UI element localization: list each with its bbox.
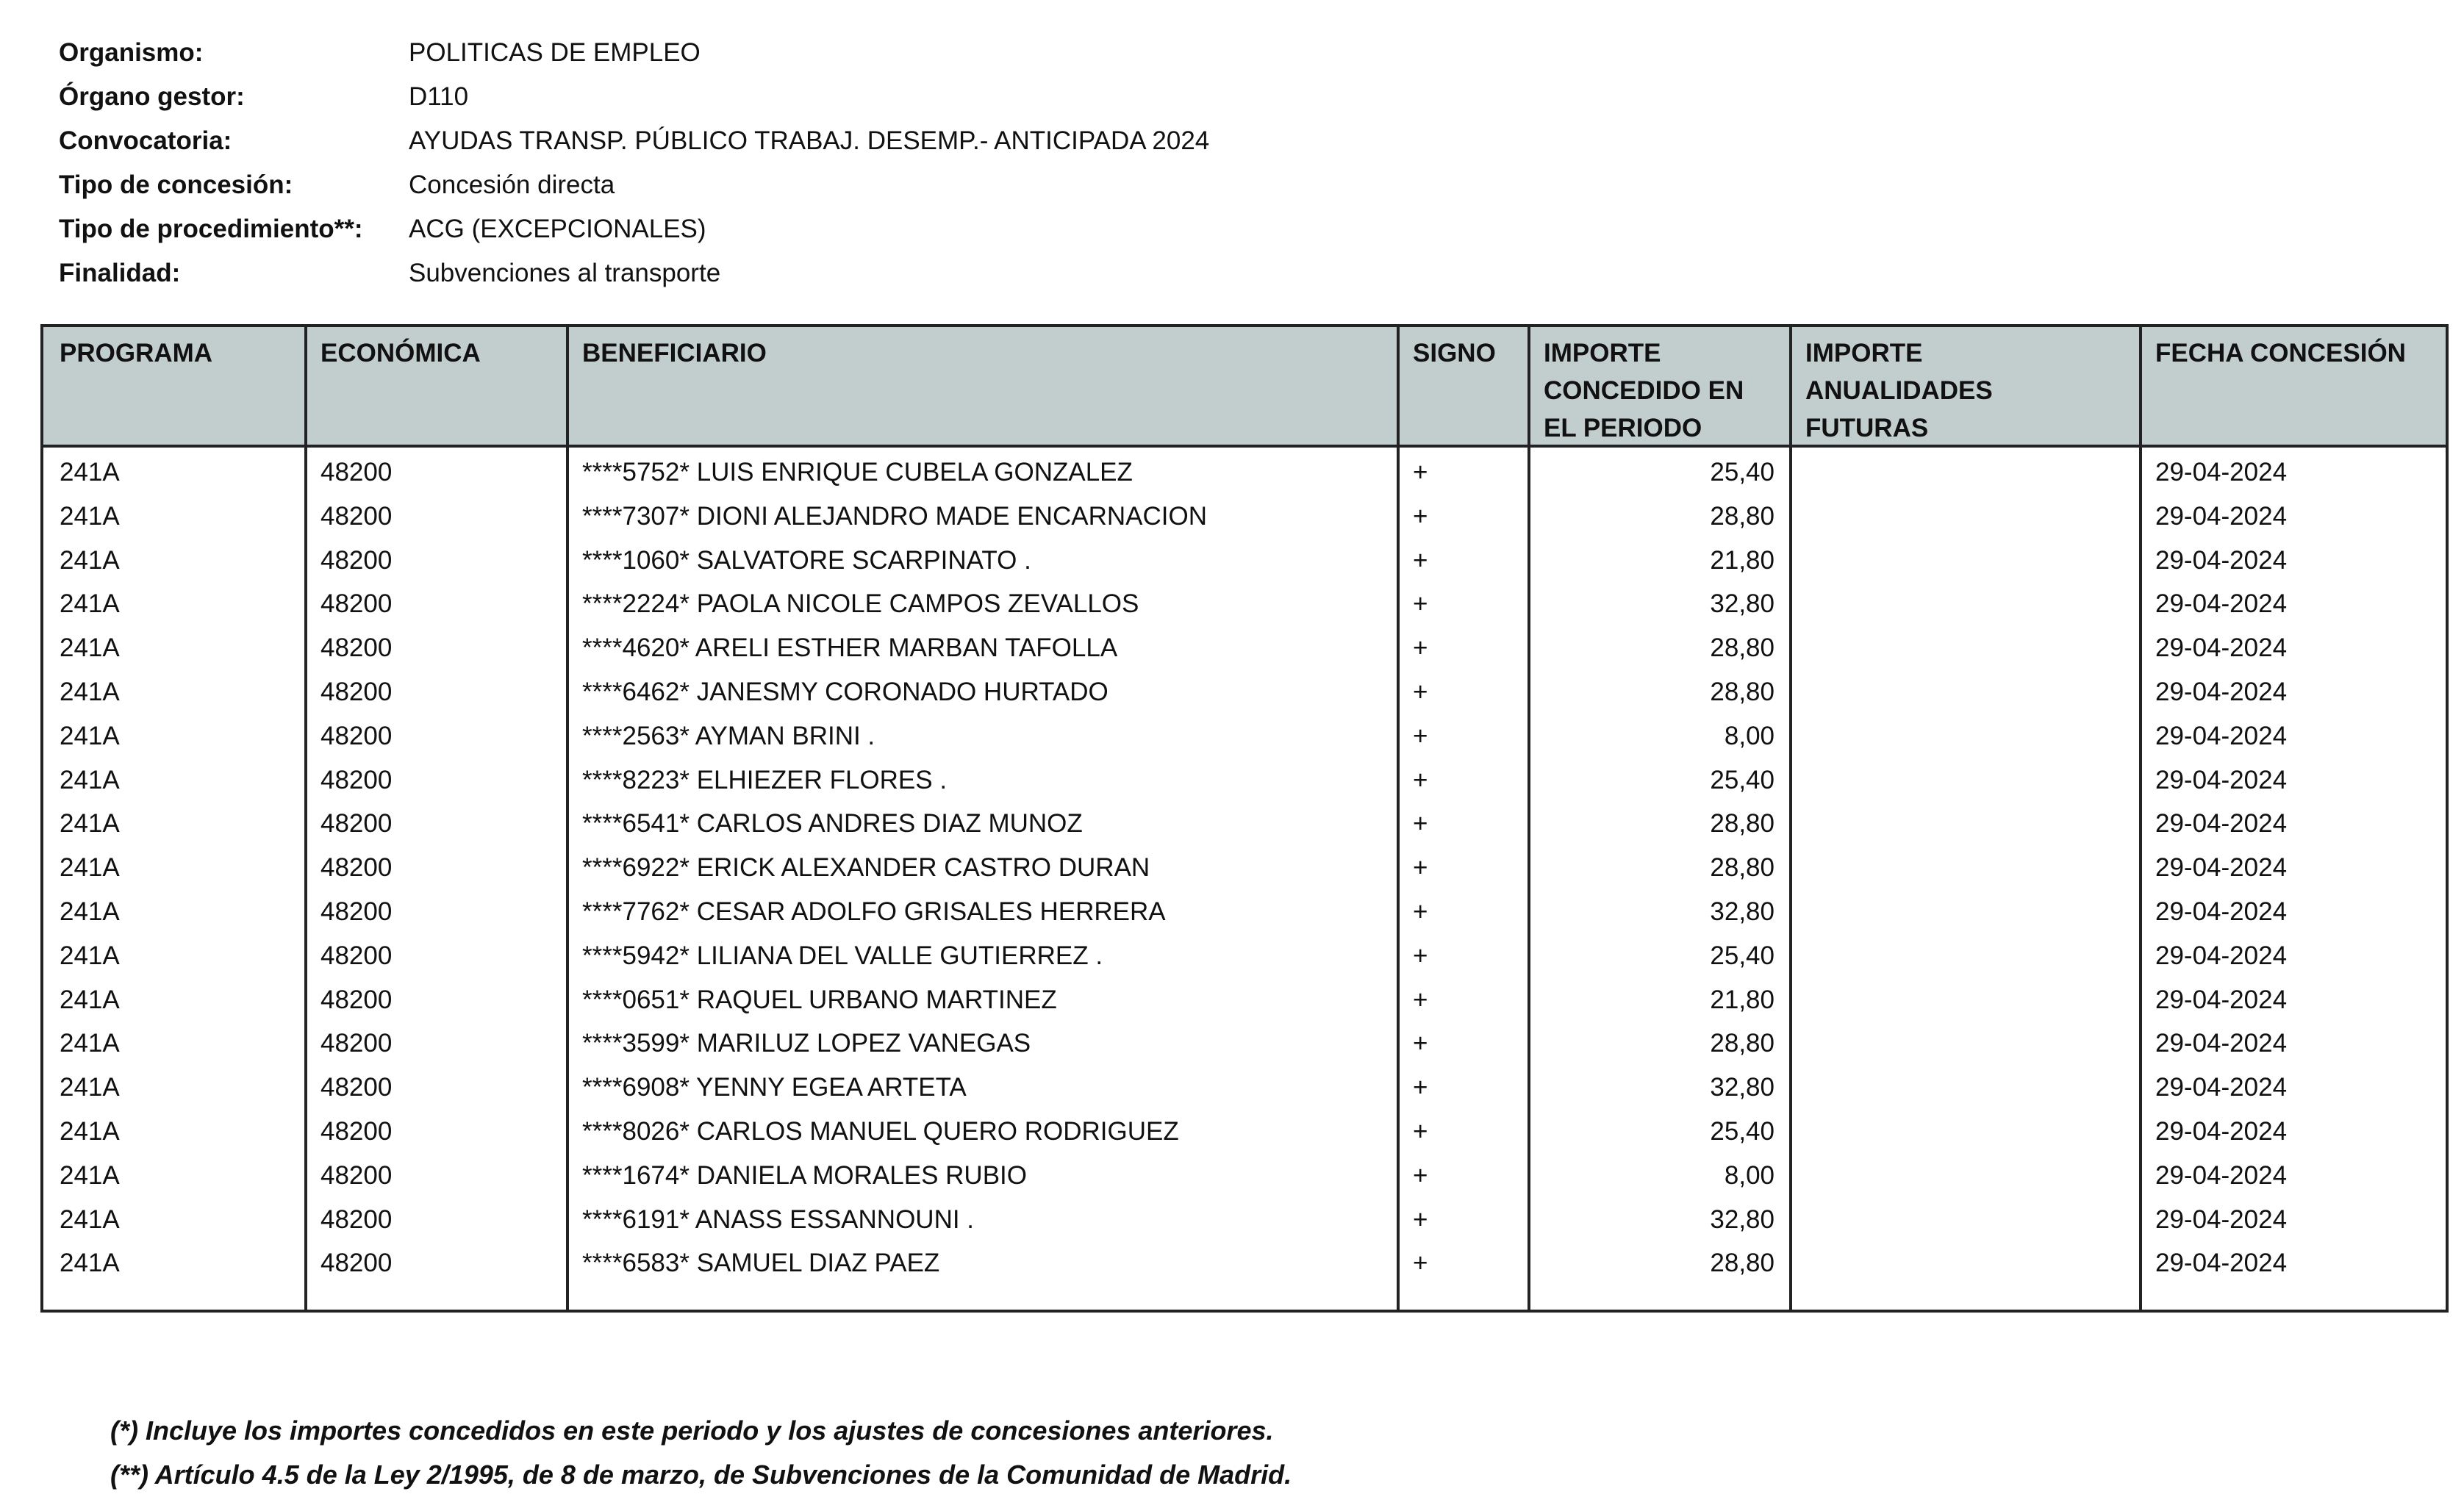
table-row	[43, 1022, 2446, 1066]
cell-anualidades	[1789, 539, 2139, 583]
cell-importe: 25,40	[1710, 458, 1774, 487]
cell-fecha: 29-04-2024	[2155, 589, 2288, 619]
meta-row	[59, 163, 1209, 207]
cell-programa: 241A	[60, 765, 120, 794]
cell-beneficiario: ****6462* JANESMY CORONADO HURTADO	[582, 677, 1109, 706]
cell-programa: 241A	[60, 1160, 120, 1190]
cell-signo: +	[1413, 1249, 1428, 1278]
cell-importe: 32,80	[1710, 1073, 1774, 1102]
table-row	[43, 978, 2446, 1022]
cell-beneficiario: ****6191* ANASS ESSANNOUNI .	[582, 1205, 975, 1234]
cell-signo: +	[1413, 721, 1428, 750]
cell-programa: 241A	[60, 853, 120, 883]
cell-anualidades	[1789, 495, 2139, 539]
cell-beneficiario: ****8026* CARLOS MANUEL QUERO RODRIGUEZ	[582, 1116, 1179, 1146]
cell-anualidades	[1789, 1022, 2139, 1066]
column-header-fecha: FECHA CONCESIÓN	[2155, 339, 2406, 367]
cell-programa: 241A	[60, 1029, 120, 1058]
cell-fecha: 29-04-2024	[2155, 1205, 2288, 1234]
cell-fecha: 29-04-2024	[2155, 721, 2288, 750]
table-row	[43, 1066, 2446, 1110]
table-row	[43, 539, 2446, 583]
cell-anualidades	[1789, 582, 2139, 626]
table-row	[43, 495, 2446, 539]
cell-importe: 28,80	[1710, 677, 1774, 706]
cell-importe: 8,00	[1724, 1160, 1774, 1190]
cell-fecha: 29-04-2024	[2155, 897, 2288, 926]
cell-fecha: 29-04-2024	[2155, 1116, 2288, 1146]
cell-fecha: 29-04-2024	[2155, 809, 2288, 839]
cell-anualidades	[1789, 978, 2139, 1022]
cell-programa: 241A	[60, 589, 120, 619]
cell-beneficiario: ****5942* LILIANA DEL VALLE GUTIERREZ .	[582, 941, 1103, 970]
cell-economica: 48200	[320, 1029, 393, 1058]
meta-label: Organismo:	[59, 38, 204, 67]
table-body	[43, 450, 2446, 1285]
cell-fecha: 29-04-2024	[2155, 765, 2288, 794]
cell-economica: 48200	[320, 677, 393, 706]
cell-anualidades	[1789, 626, 2139, 670]
cell-economica: 48200	[320, 501, 393, 531]
cell-programa: 241A	[60, 633, 120, 663]
cell-fecha: 29-04-2024	[2155, 1073, 2288, 1102]
cell-signo: +	[1413, 1029, 1428, 1058]
table-row	[43, 1110, 2446, 1154]
cell-importe: 25,40	[1710, 1116, 1774, 1146]
cell-beneficiario: ****2563* AYMAN BRINI .	[582, 721, 875, 750]
cell-importe: 32,80	[1710, 589, 1774, 619]
cell-economica: 48200	[320, 897, 393, 926]
table-row	[43, 626, 2446, 670]
table-row	[43, 1198, 2446, 1242]
cell-beneficiario: ****1674* DANIELA MORALES RUBIO	[582, 1160, 1027, 1190]
cell-programa: 241A	[60, 1073, 120, 1102]
cell-fecha: 29-04-2024	[2155, 633, 2288, 663]
cell-importe: 28,80	[1710, 853, 1774, 883]
cell-anualidades	[1789, 450, 2139, 495]
cell-anualidades	[1789, 846, 2139, 890]
cell-anualidades	[1789, 1110, 2139, 1154]
table-row	[43, 670, 2446, 714]
cell-signo: +	[1413, 897, 1428, 926]
cell-economica: 48200	[320, 941, 393, 970]
cell-beneficiario: ****0651* RAQUEL URBANO MARTINEZ	[582, 985, 1057, 1014]
cell-signo: +	[1413, 1160, 1428, 1190]
grants-table	[40, 324, 2449, 1313]
cell-fecha: 29-04-2024	[2155, 545, 2288, 575]
cell-fecha: 29-04-2024	[2155, 501, 2288, 531]
meta-value: D110	[409, 82, 469, 111]
cell-fecha: 29-04-2024	[2155, 985, 2288, 1014]
cell-fecha: 29-04-2024	[2155, 941, 2288, 970]
cell-anualidades	[1789, 890, 2139, 934]
cell-programa: 241A	[60, 809, 120, 839]
cell-programa: 241A	[60, 458, 120, 487]
cell-signo: +	[1413, 1116, 1428, 1146]
meta-value: Concesión directa	[409, 170, 615, 199]
table-row	[43, 714, 2446, 758]
meta-label: Tipo de procedimiento**:	[59, 215, 363, 243]
meta-label: Tipo de concesión:	[59, 170, 293, 199]
cell-importe: 28,80	[1710, 1029, 1774, 1058]
cell-programa: 241A	[60, 501, 120, 531]
cell-economica: 48200	[320, 853, 393, 883]
meta-row	[59, 31, 1209, 75]
cell-economica: 48200	[320, 1116, 393, 1146]
table-header	[43, 327, 2446, 448]
meta-row	[59, 119, 1209, 163]
cell-signo: +	[1413, 633, 1428, 663]
cell-beneficiario: ****6908* YENNY EGEA ARTETA	[582, 1073, 967, 1102]
cell-programa: 241A	[60, 1249, 120, 1278]
cell-importe: 28,80	[1710, 633, 1774, 663]
cell-economica: 48200	[320, 1205, 393, 1234]
column-header-importe: IMPORTE CONCEDIDO EN EL PERIODO	[1544, 339, 1744, 442]
cell-importe: 25,40	[1710, 765, 1774, 794]
cell-anualidades	[1789, 670, 2139, 714]
cell-programa: 241A	[60, 1116, 120, 1146]
meta-value: Subvenciones al transporte	[409, 259, 721, 287]
cell-anualidades	[1789, 714, 2139, 758]
meta-label: Finalidad:	[59, 259, 181, 287]
cell-importe: 28,80	[1710, 501, 1774, 531]
column-header-economica: ECONÓMICA	[320, 339, 481, 367]
cell-signo: +	[1413, 765, 1428, 794]
column-header-programa: PROGRAMA	[60, 339, 213, 367]
grant-metadata	[59, 31, 1209, 295]
cell-beneficiario: ****2224* PAOLA NICOLE CAMPOS ZEVALLOS	[582, 589, 1139, 619]
cell-signo: +	[1413, 589, 1428, 619]
cell-anualidades	[1789, 1154, 2139, 1198]
cell-anualidades	[1789, 1066, 2139, 1110]
cell-anualidades	[1789, 758, 2139, 803]
cell-economica: 48200	[320, 721, 393, 750]
cell-importe: 8,00	[1724, 721, 1774, 750]
cell-economica: 48200	[320, 985, 393, 1014]
cell-anualidades	[1789, 1241, 2139, 1285]
cell-programa: 241A	[60, 721, 120, 750]
cell-anualidades	[1789, 802, 2139, 846]
cell-signo: +	[1413, 853, 1428, 883]
cell-beneficiario: ****6541* CARLOS ANDRES DIAZ MUNOZ	[582, 809, 1083, 839]
cell-economica: 48200	[320, 589, 393, 619]
meta-row	[59, 207, 1209, 251]
cell-signo: +	[1413, 1073, 1428, 1102]
table-row	[43, 1241, 2446, 1285]
cell-economica: 48200	[320, 1249, 393, 1278]
cell-signo: +	[1413, 809, 1428, 839]
cell-signo: +	[1413, 545, 1428, 575]
table-row	[43, 450, 2446, 495]
cell-beneficiario: ****6922* ERICK ALEXANDER CASTRO DURAN	[582, 853, 1150, 883]
cell-economica: 48200	[320, 765, 393, 794]
meta-value: ACG (EXCEPCIONALES)	[409, 215, 706, 243]
cell-fecha: 29-04-2024	[2155, 853, 2288, 883]
cell-economica: 48200	[320, 1073, 393, 1102]
cell-fecha: 29-04-2024	[2155, 1160, 2288, 1190]
cell-beneficiario: ****3599* MARILUZ LOPEZ VANEGAS	[582, 1029, 1031, 1058]
cell-fecha: 29-04-2024	[2155, 1249, 2288, 1278]
cell-economica: 48200	[320, 633, 393, 663]
cell-programa: 241A	[60, 941, 120, 970]
cell-programa: 241A	[60, 897, 120, 926]
cell-signo: +	[1413, 1205, 1428, 1234]
cell-programa: 241A	[60, 545, 120, 575]
cell-economica: 48200	[320, 545, 393, 575]
cell-programa: 241A	[60, 1205, 120, 1234]
footnote: (*) Incluye los importes concedidos en este periodo y los ajustes de concesiones anteriores.	[110, 1415, 1274, 1446]
meta-value: POLITICAS DE EMPLEO	[409, 38, 701, 67]
table-row	[43, 846, 2446, 890]
cell-signo: +	[1413, 677, 1428, 706]
cell-importe: 25,40	[1710, 941, 1774, 970]
cell-fecha: 29-04-2024	[2155, 1029, 2288, 1058]
cell-beneficiario: ****7307* DIONI ALEJANDRO MADE ENCARNACION	[582, 501, 1207, 531]
table-row	[43, 758, 2446, 803]
column-header-anualidades: IMPORTE ANUALIDADES FUTURAS	[1805, 339, 1993, 442]
column-header-beneficiario: BENEFICIARIO	[582, 339, 767, 367]
cell-importe: 28,80	[1710, 809, 1774, 839]
cell-programa: 241A	[60, 985, 120, 1014]
cell-fecha: 29-04-2024	[2155, 458, 2288, 487]
cell-importe: 32,80	[1710, 897, 1774, 926]
footnotes	[110, 1409, 1292, 1497]
cell-importe: 28,80	[1710, 1249, 1774, 1278]
cell-economica: 48200	[320, 458, 393, 487]
footnote: (**) Artículo 4.5 de la Ley 2/1995, de 8 de marzo, de Subvenciones de la Comunidad de Madrid.	[110, 1460, 1292, 1490]
cell-importe: 21,80	[1710, 985, 1774, 1014]
column-header-signo: SIGNO	[1413, 339, 1496, 367]
table-row	[43, 1154, 2446, 1198]
meta-label: Convocatoria:	[59, 126, 232, 155]
cell-anualidades	[1789, 934, 2139, 978]
meta-row	[59, 75, 1209, 119]
cell-beneficiario: ****8223* ELHIEZER FLORES .	[582, 765, 948, 794]
cell-economica: 48200	[320, 1160, 393, 1190]
cell-beneficiario: ****6583* SAMUEL DIAZ PAEZ	[582, 1249, 940, 1278]
table-row	[43, 582, 2446, 626]
cell-beneficiario: ****5752* LUIS ENRIQUE CUBELA GONZALEZ	[582, 458, 1133, 487]
table-row	[43, 934, 2446, 978]
cell-signo: +	[1413, 941, 1428, 970]
meta-value: AYUDAS TRANSP. PÚBLICO TRABAJ. DESEMP.- ANTICIPADA 2024	[409, 126, 1210, 155]
cell-fecha: 29-04-2024	[2155, 677, 2288, 706]
cell-importe: 21,80	[1710, 545, 1774, 575]
cell-beneficiario: ****4620* ARELI ESTHER MARBAN TAFOLLA	[582, 633, 1118, 663]
cell-signo: +	[1413, 985, 1428, 1014]
cell-beneficiario: ****7762* CESAR ADOLFO GRISALES HERRERA	[582, 897, 1166, 926]
cell-economica: 48200	[320, 809, 393, 839]
cell-signo: +	[1413, 501, 1428, 531]
table-row	[43, 890, 2446, 934]
meta-row	[59, 251, 1209, 295]
table-row	[43, 802, 2446, 846]
cell-programa: 241A	[60, 677, 120, 706]
cell-importe: 32,80	[1710, 1205, 1774, 1234]
meta-label: Órgano gestor:	[59, 82, 245, 111]
cell-beneficiario: ****1060* SALVATORE SCARPINATO .	[582, 545, 1031, 575]
cell-anualidades	[1789, 1198, 2139, 1242]
cell-signo: +	[1413, 458, 1428, 487]
